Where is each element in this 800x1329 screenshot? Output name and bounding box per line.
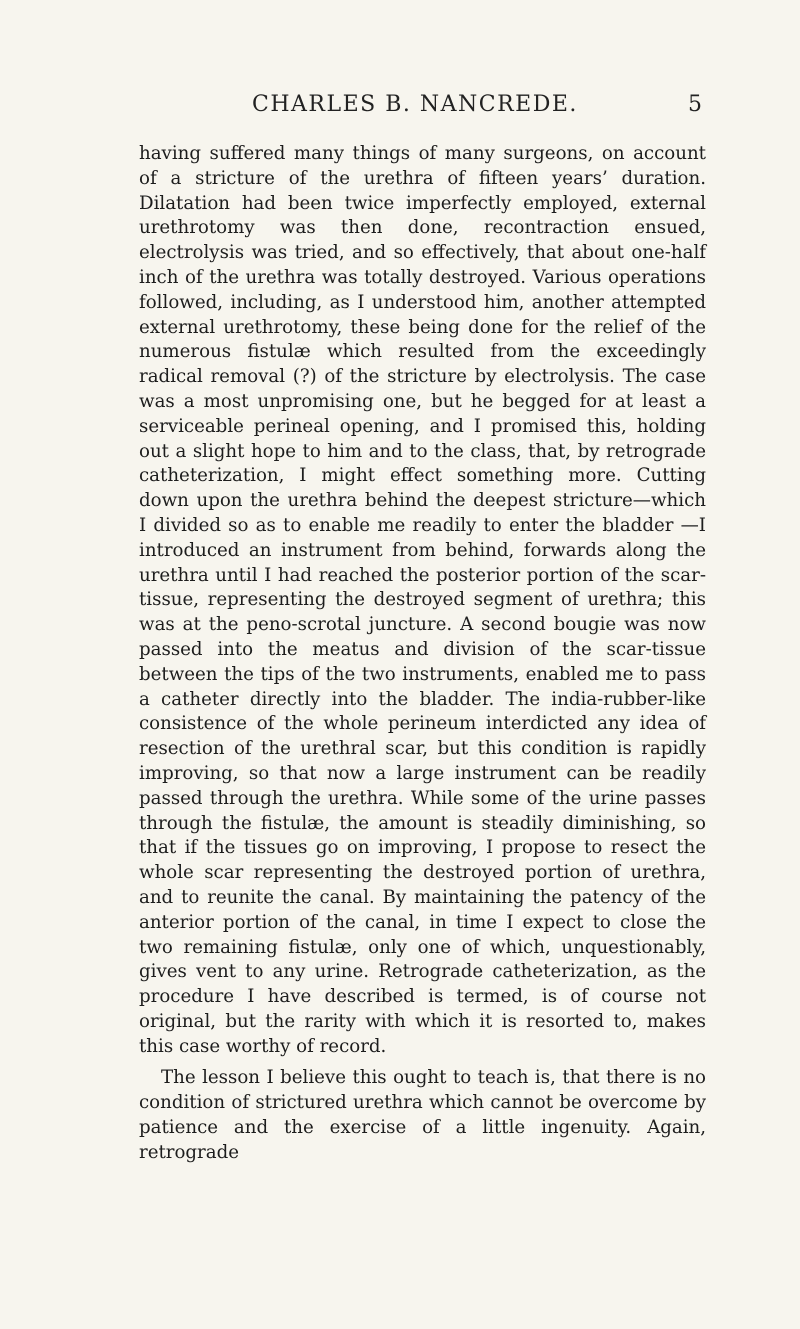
running-header (140, 92, 702, 122)
running-title: CHARLES B. NANCREDE. (252, 92, 578, 117)
paragraph-1: having suffered many things of many surgeons, on account of a stricture of the urethra of fifteen years’ duration. Dilatation had been twice imperfectly employed, external urethrotomy was then done, recontraction ensued, electrolysis was tried, and so effectively, that about one-half inch of the urethra was totally destroyed. Various operations followed, including, as I understood him, another attempted external urethrotomy, these being done for the relief of the numerous fistulæ which resulted from the exceedingly radical removal (?) of the stricture by electrolysis. The case was a most unpromising one, but he begged for at least a serviceable perineal opening, and I promised this, holding out a slight hope to him and to the class, that, by retrograde catheterization, I might effect something more. Cutting down upon the urethra behind the deepest stricture—which I divided so as to enable me readily to enter the bladder —I introduced an instrument from behind, forwards along the urethra until I had reached the posterior portion of the scar-tissue, representing the destroyed segment of urethra; this was at the peno-scrotal juncture. A second bougie was now passed into the meatus and division of the scar-tissue between the tips of the two instruments, enabled me to pass a catheter directly into the bladder. The india-rubber-like consistence of the whole perineum interdicted any idea of resection of the urethral scar, but this condition is rapidly improving, so that now a large instrument can be readily passed through the urethra. While some of the urine passes through the fistulæ, the amount is steadily diminishing, so that if the tissues go on improving, I propose to resect the whole scar representing the destroyed portion of urethra, and to reunite the canal. By maintaining the patency of the anterior portion of the canal, in time I expect to close the two remaining fistulæ, only one of which, unquestionably, gives vent to any urine. Retrograde catheterization, as the procedure I have described is termed, is of course not original, but the rarity with which it is resorted to, makes this case worthy of record. (139, 143, 706, 1057)
body-text (139, 142, 706, 1166)
page-number: 5 (688, 92, 702, 117)
paragraph-2: The lesson I believe this ought to teach is, that there is no condition of strictured urethra which cannot be overcome by patience and the exercise of a little ingenuity. Again, retrograde (139, 1067, 706, 1163)
